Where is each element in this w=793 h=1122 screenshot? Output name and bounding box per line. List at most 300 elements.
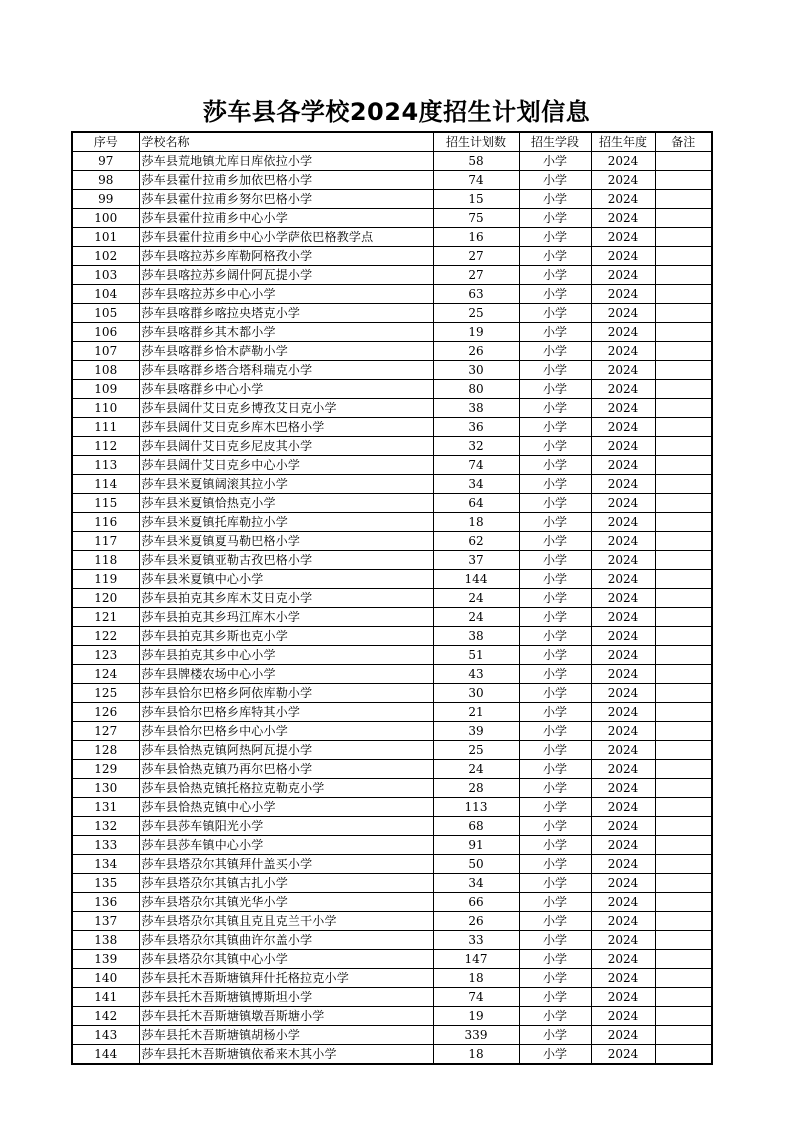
cell-index: 128 (72, 741, 139, 760)
cell-stage: 小学 (519, 589, 591, 608)
table-row (72, 1007, 712, 1026)
cell-note (655, 608, 712, 627)
cell-stage: 小学 (519, 570, 591, 589)
cell-stage: 小学 (519, 152, 591, 171)
cell-stage: 小学 (519, 323, 591, 342)
cell-stage: 小学 (519, 171, 591, 190)
cell-year: 2024 (591, 798, 655, 817)
cell-note (655, 817, 712, 836)
cell-index: 129 (72, 760, 139, 779)
table-row (72, 285, 712, 304)
cell-year: 2024 (591, 817, 655, 836)
cell-note (655, 323, 712, 342)
cell-plan-count: 38 (433, 399, 519, 418)
cell-index: 102 (72, 247, 139, 266)
cell-stage: 小学 (519, 874, 591, 893)
cell-index: 114 (72, 475, 139, 494)
page-title: 莎车县各学校2024度招生计划信息 (202, 98, 591, 126)
cell-index: 112 (72, 437, 139, 456)
cell-plan-count: 63 (433, 285, 519, 304)
cell-school-name: 莎车县塔尕尔其镇拜什盖买小学 (139, 855, 433, 874)
cell-stage: 小学 (519, 741, 591, 760)
cell-year: 2024 (591, 589, 655, 608)
cell-school-name: 莎车县托木吾斯塘镇胡杨小学 (139, 1026, 433, 1045)
cell-note (655, 437, 712, 456)
cell-stage: 小学 (519, 912, 591, 931)
cell-note (655, 456, 712, 475)
cell-stage: 小学 (519, 361, 591, 380)
table-row (72, 1045, 712, 1065)
cell-year: 2024 (591, 361, 655, 380)
table-row (72, 304, 712, 323)
cell-plan-count: 36 (433, 418, 519, 437)
cell-plan-count: 19 (433, 323, 519, 342)
cell-year: 2024 (591, 950, 655, 969)
cell-plan-count: 25 (433, 741, 519, 760)
table-row (72, 152, 712, 171)
cell-school-name: 莎车县米夏镇恰热克小学 (139, 494, 433, 513)
cell-stage: 小学 (519, 456, 591, 475)
cell-year: 2024 (591, 247, 655, 266)
table-row (72, 969, 712, 988)
cell-stage: 小学 (519, 684, 591, 703)
table-row (72, 209, 712, 228)
cell-year: 2024 (591, 912, 655, 931)
cell-plan-count: 18 (433, 969, 519, 988)
table-row (72, 665, 712, 684)
cell-year: 2024 (591, 152, 655, 171)
cell-plan-count: 27 (433, 266, 519, 285)
cell-index: 137 (72, 912, 139, 931)
cell-school-name: 莎车县托木吾斯塘镇依希来木其小学 (139, 1045, 433, 1065)
cell-year: 2024 (591, 703, 655, 722)
cell-school-name: 莎车县霍什拉甫乡加依巴格小学 (139, 171, 433, 190)
cell-school-name: 莎车县莎车镇阳光小学 (139, 817, 433, 836)
cell-year: 2024 (591, 722, 655, 741)
cell-plan-count: 39 (433, 722, 519, 741)
cell-note (655, 703, 712, 722)
cell-plan-count: 62 (433, 532, 519, 551)
header-stage: 招生学段 (519, 132, 591, 152)
cell-plan-count: 38 (433, 627, 519, 646)
table-row (72, 399, 712, 418)
cell-note (655, 589, 712, 608)
table-row (72, 646, 712, 665)
cell-school-name: 莎车县喀拉苏乡阔什阿瓦提小学 (139, 266, 433, 285)
cell-plan-count: 50 (433, 855, 519, 874)
cell-year: 2024 (591, 836, 655, 855)
cell-school-name: 莎车县恰热克镇中心小学 (139, 798, 433, 817)
cell-school-name: 莎车县塔尕尔其镇且克且克兰干小学 (139, 912, 433, 931)
cell-stage: 小学 (519, 247, 591, 266)
cell-plan-count: 58 (433, 152, 519, 171)
cell-index: 115 (72, 494, 139, 513)
cell-note (655, 494, 712, 513)
cell-year: 2024 (591, 874, 655, 893)
cell-year: 2024 (591, 532, 655, 551)
cell-year: 2024 (591, 418, 655, 437)
cell-note (655, 342, 712, 361)
cell-note (655, 779, 712, 798)
cell-stage: 小学 (519, 893, 591, 912)
table-body (72, 152, 712, 1065)
cell-index: 99 (72, 190, 139, 209)
cell-stage: 小学 (519, 627, 591, 646)
cell-school-name: 莎车县托木吾斯塘镇墩吾斯塘小学 (139, 1007, 433, 1026)
cell-year: 2024 (591, 931, 655, 950)
cell-stage: 小学 (519, 931, 591, 950)
cell-stage: 小学 (519, 209, 591, 228)
cell-year: 2024 (591, 171, 655, 190)
cell-school-name: 莎车县霍什拉甫乡中心小学 (139, 209, 433, 228)
cell-plan-count: 18 (433, 513, 519, 532)
cell-stage: 小学 (519, 1045, 591, 1065)
cell-note (655, 152, 712, 171)
table-row (72, 475, 712, 494)
cell-note (655, 247, 712, 266)
cell-year: 2024 (591, 1026, 655, 1045)
cell-plan-count: 26 (433, 342, 519, 361)
cell-index: 144 (72, 1045, 139, 1065)
table-row (72, 703, 712, 722)
cell-stage: 小学 (519, 304, 591, 323)
cell-plan-count: 113 (433, 798, 519, 817)
cell-school-name: 莎车县塔尕尔其镇曲许尔盖小学 (139, 931, 433, 950)
cell-note (655, 931, 712, 950)
cell-note (655, 361, 712, 380)
cell-plan-count: 43 (433, 665, 519, 684)
cell-plan-count: 24 (433, 760, 519, 779)
cell-stage: 小学 (519, 1007, 591, 1026)
cell-index: 101 (72, 228, 139, 247)
cell-note (655, 950, 712, 969)
cell-plan-count: 74 (433, 171, 519, 190)
cell-index: 104 (72, 285, 139, 304)
cell-note (655, 304, 712, 323)
cell-school-name: 莎车县喀群乡恰木萨勒小学 (139, 342, 433, 361)
cell-school-name: 莎车县米夏镇托库勒拉小学 (139, 513, 433, 532)
header-school-name: 学校名称 (139, 132, 433, 152)
cell-note (655, 570, 712, 589)
cell-note (655, 380, 712, 399)
cell-year: 2024 (591, 684, 655, 703)
cell-plan-count: 37 (433, 551, 519, 570)
cell-plan-count: 33 (433, 931, 519, 950)
cell-index: 127 (72, 722, 139, 741)
cell-stage: 小学 (519, 950, 591, 969)
cell-stage: 小学 (519, 494, 591, 513)
cell-school-name: 莎车县阔什艾日克乡中心小学 (139, 456, 433, 475)
header-index: 序号 (72, 132, 139, 152)
cell-index: 98 (72, 171, 139, 190)
cell-note (655, 1026, 712, 1045)
cell-stage: 小学 (519, 380, 591, 399)
enrollment-table (71, 131, 713, 1065)
cell-stage: 小学 (519, 532, 591, 551)
cell-plan-count: 30 (433, 361, 519, 380)
cell-plan-count: 34 (433, 475, 519, 494)
cell-year: 2024 (591, 475, 655, 494)
header-year: 招生年度 (591, 132, 655, 152)
cell-year: 2024 (591, 627, 655, 646)
cell-index: 113 (72, 456, 139, 475)
cell-plan-count: 68 (433, 817, 519, 836)
cell-note (655, 399, 712, 418)
table-row (72, 437, 712, 456)
cell-index: 140 (72, 969, 139, 988)
cell-school-name: 莎车县拍克其乡库木艾日克小学 (139, 589, 433, 608)
cell-stage: 小学 (519, 798, 591, 817)
cell-year: 2024 (591, 513, 655, 532)
cell-index: 120 (72, 589, 139, 608)
cell-stage: 小学 (519, 399, 591, 418)
cell-school-name: 莎车县霍什拉甫乡中心小学萨依巴格教学点 (139, 228, 433, 247)
cell-plan-count: 64 (433, 494, 519, 513)
table-row (72, 779, 712, 798)
table-row (72, 627, 712, 646)
cell-school-name: 莎车县拍克其乡斯也克小学 (139, 627, 433, 646)
cell-year: 2024 (591, 779, 655, 798)
cell-school-name: 莎车县托木吾斯塘镇拜什托格拉克小学 (139, 969, 433, 988)
cell-stage: 小学 (519, 836, 591, 855)
cell-stage: 小学 (519, 513, 591, 532)
cell-note (655, 532, 712, 551)
table-row (72, 931, 712, 950)
cell-plan-count: 74 (433, 988, 519, 1007)
cell-plan-count: 339 (433, 1026, 519, 1045)
cell-index: 111 (72, 418, 139, 437)
cell-stage: 小学 (519, 779, 591, 798)
cell-school-name: 莎车县荒地镇尤库日库依拉小学 (139, 152, 433, 171)
cell-plan-count: 28 (433, 779, 519, 798)
cell-index: 108 (72, 361, 139, 380)
cell-school-name: 莎车县阔什艾日克乡尼皮其小学 (139, 437, 433, 456)
cell-school-name: 莎车县拍克其乡玛江库木小学 (139, 608, 433, 627)
cell-index: 118 (72, 551, 139, 570)
cell-note (655, 969, 712, 988)
cell-year: 2024 (591, 323, 655, 342)
table-row (72, 874, 712, 893)
table-row (72, 950, 712, 969)
cell-note (655, 741, 712, 760)
cell-stage: 小学 (519, 228, 591, 247)
cell-note (655, 228, 712, 247)
cell-school-name: 莎车县米夏镇亚勒古孜巴格小学 (139, 551, 433, 570)
cell-school-name: 莎车县喀拉苏乡中心小学 (139, 285, 433, 304)
cell-year: 2024 (591, 988, 655, 1007)
cell-note (655, 874, 712, 893)
cell-year: 2024 (591, 1007, 655, 1026)
cell-year: 2024 (591, 1045, 655, 1065)
cell-stage: 小学 (519, 266, 591, 285)
cell-plan-count: 66 (433, 893, 519, 912)
cell-plan-count: 24 (433, 589, 519, 608)
cell-year: 2024 (591, 342, 655, 361)
cell-year: 2024 (591, 304, 655, 323)
table-row (72, 988, 712, 1007)
cell-plan-count: 16 (433, 228, 519, 247)
cell-note (655, 988, 712, 1007)
cell-year: 2024 (591, 437, 655, 456)
cell-school-name: 莎车县恰热克镇乃再尔巴格小学 (139, 760, 433, 779)
cell-note (655, 836, 712, 855)
cell-stage: 小学 (519, 969, 591, 988)
cell-plan-count: 75 (433, 209, 519, 228)
table-row (72, 722, 712, 741)
cell-index: 110 (72, 399, 139, 418)
cell-index: 132 (72, 817, 139, 836)
table-row (72, 1026, 712, 1045)
cell-note (655, 551, 712, 570)
cell-school-name: 莎车县米夏镇阔滚其拉小学 (139, 475, 433, 494)
cell-school-name: 莎车县恰尔巴格乡中心小学 (139, 722, 433, 741)
cell-index: 109 (72, 380, 139, 399)
cell-index: 126 (72, 703, 139, 722)
cell-year: 2024 (591, 893, 655, 912)
cell-index: 97 (72, 152, 139, 171)
table-row (72, 171, 712, 190)
cell-year: 2024 (591, 399, 655, 418)
cell-note (655, 912, 712, 931)
cell-year: 2024 (591, 969, 655, 988)
table-row (72, 570, 712, 589)
cell-year: 2024 (591, 285, 655, 304)
table-row (72, 912, 712, 931)
cell-index: 123 (72, 646, 139, 665)
cell-school-name: 莎车县恰热克镇托格拉克勒克小学 (139, 779, 433, 798)
cell-year: 2024 (591, 266, 655, 285)
cell-stage: 小学 (519, 855, 591, 874)
cell-stage: 小学 (519, 760, 591, 779)
cell-year: 2024 (591, 209, 655, 228)
cell-note (655, 893, 712, 912)
cell-index: 124 (72, 665, 139, 684)
cell-year: 2024 (591, 665, 655, 684)
cell-year: 2024 (591, 741, 655, 760)
cell-note (655, 475, 712, 494)
cell-plan-count: 24 (433, 608, 519, 627)
cell-school-name: 莎车县喀群乡喀拉央塔克小学 (139, 304, 433, 323)
cell-plan-count: 30 (433, 684, 519, 703)
cell-plan-count: 34 (433, 874, 519, 893)
cell-note (655, 760, 712, 779)
cell-school-name: 莎车县托木吾斯塘镇博斯坦小学 (139, 988, 433, 1007)
cell-stage: 小学 (519, 342, 591, 361)
table-row (72, 589, 712, 608)
cell-plan-count: 32 (433, 437, 519, 456)
cell-stage: 小学 (519, 665, 591, 684)
table-header-row (72, 132, 712, 152)
cell-year: 2024 (591, 570, 655, 589)
cell-index: 122 (72, 627, 139, 646)
cell-school-name: 莎车县阔什艾日克乡博孜艾日克小学 (139, 399, 433, 418)
table-row (72, 532, 712, 551)
table-row (72, 247, 712, 266)
cell-plan-count: 19 (433, 1007, 519, 1026)
table-row (72, 760, 712, 779)
cell-index: 105 (72, 304, 139, 323)
cell-year: 2024 (591, 551, 655, 570)
cell-stage: 小学 (519, 437, 591, 456)
cell-school-name: 莎车县牌楼农场中心小学 (139, 665, 433, 684)
cell-school-name: 莎车县莎车镇中心小学 (139, 836, 433, 855)
cell-stage: 小学 (519, 475, 591, 494)
cell-index: 142 (72, 1007, 139, 1026)
header-note: 备注 (655, 132, 712, 152)
cell-year: 2024 (591, 760, 655, 779)
cell-plan-count: 21 (433, 703, 519, 722)
table-row (72, 684, 712, 703)
table-row (72, 323, 712, 342)
cell-year: 2024 (591, 608, 655, 627)
cell-plan-count: 27 (433, 247, 519, 266)
cell-school-name: 莎车县霍什拉甫乡努尔巴格小学 (139, 190, 433, 209)
cell-index: 121 (72, 608, 139, 627)
cell-school-name: 莎车县恰尔巴格乡阿依库勒小学 (139, 684, 433, 703)
cell-index: 100 (72, 209, 139, 228)
cell-note (655, 513, 712, 532)
cell-stage: 小学 (519, 190, 591, 209)
cell-year: 2024 (591, 646, 655, 665)
table-row (72, 741, 712, 760)
cell-school-name: 莎车县喀群乡中心小学 (139, 380, 433, 399)
cell-school-name: 莎车县喀群乡其木都小学 (139, 323, 433, 342)
table-row (72, 855, 712, 874)
cell-year: 2024 (591, 494, 655, 513)
table-row (72, 817, 712, 836)
cell-note (655, 684, 712, 703)
cell-index: 119 (72, 570, 139, 589)
cell-school-name: 莎车县塔尕尔其镇光华小学 (139, 893, 433, 912)
cell-stage: 小学 (519, 988, 591, 1007)
cell-school-name: 莎车县喀拉苏乡库勒阿格孜小学 (139, 247, 433, 266)
cell-stage: 小学 (519, 1026, 591, 1045)
cell-school-name: 莎车县阔什艾日克乡库木巴格小学 (139, 418, 433, 437)
cell-note (655, 266, 712, 285)
table-row (72, 190, 712, 209)
cell-plan-count: 26 (433, 912, 519, 931)
cell-note (655, 627, 712, 646)
cell-year: 2024 (591, 190, 655, 209)
cell-year: 2024 (591, 456, 655, 475)
cell-plan-count: 144 (433, 570, 519, 589)
cell-index: 143 (72, 1026, 139, 1045)
table-row (72, 798, 712, 817)
cell-year: 2024 (591, 228, 655, 247)
table-row (72, 551, 712, 570)
cell-plan-count: 18 (433, 1045, 519, 1065)
cell-plan-count: 51 (433, 646, 519, 665)
cell-stage: 小学 (519, 817, 591, 836)
table-row (72, 380, 712, 399)
cell-plan-count: 15 (433, 190, 519, 209)
cell-note (655, 855, 712, 874)
table-row (72, 342, 712, 361)
table-row (72, 494, 712, 513)
cell-note (655, 171, 712, 190)
cell-index: 125 (72, 684, 139, 703)
cell-index: 136 (72, 893, 139, 912)
cell-school-name: 莎车县拍克其乡中心小学 (139, 646, 433, 665)
cell-stage: 小学 (519, 285, 591, 304)
table-row (72, 836, 712, 855)
cell-plan-count: 91 (433, 836, 519, 855)
cell-index: 141 (72, 988, 139, 1007)
cell-index: 107 (72, 342, 139, 361)
table-row (72, 361, 712, 380)
cell-note (655, 285, 712, 304)
cell-stage: 小学 (519, 703, 591, 722)
